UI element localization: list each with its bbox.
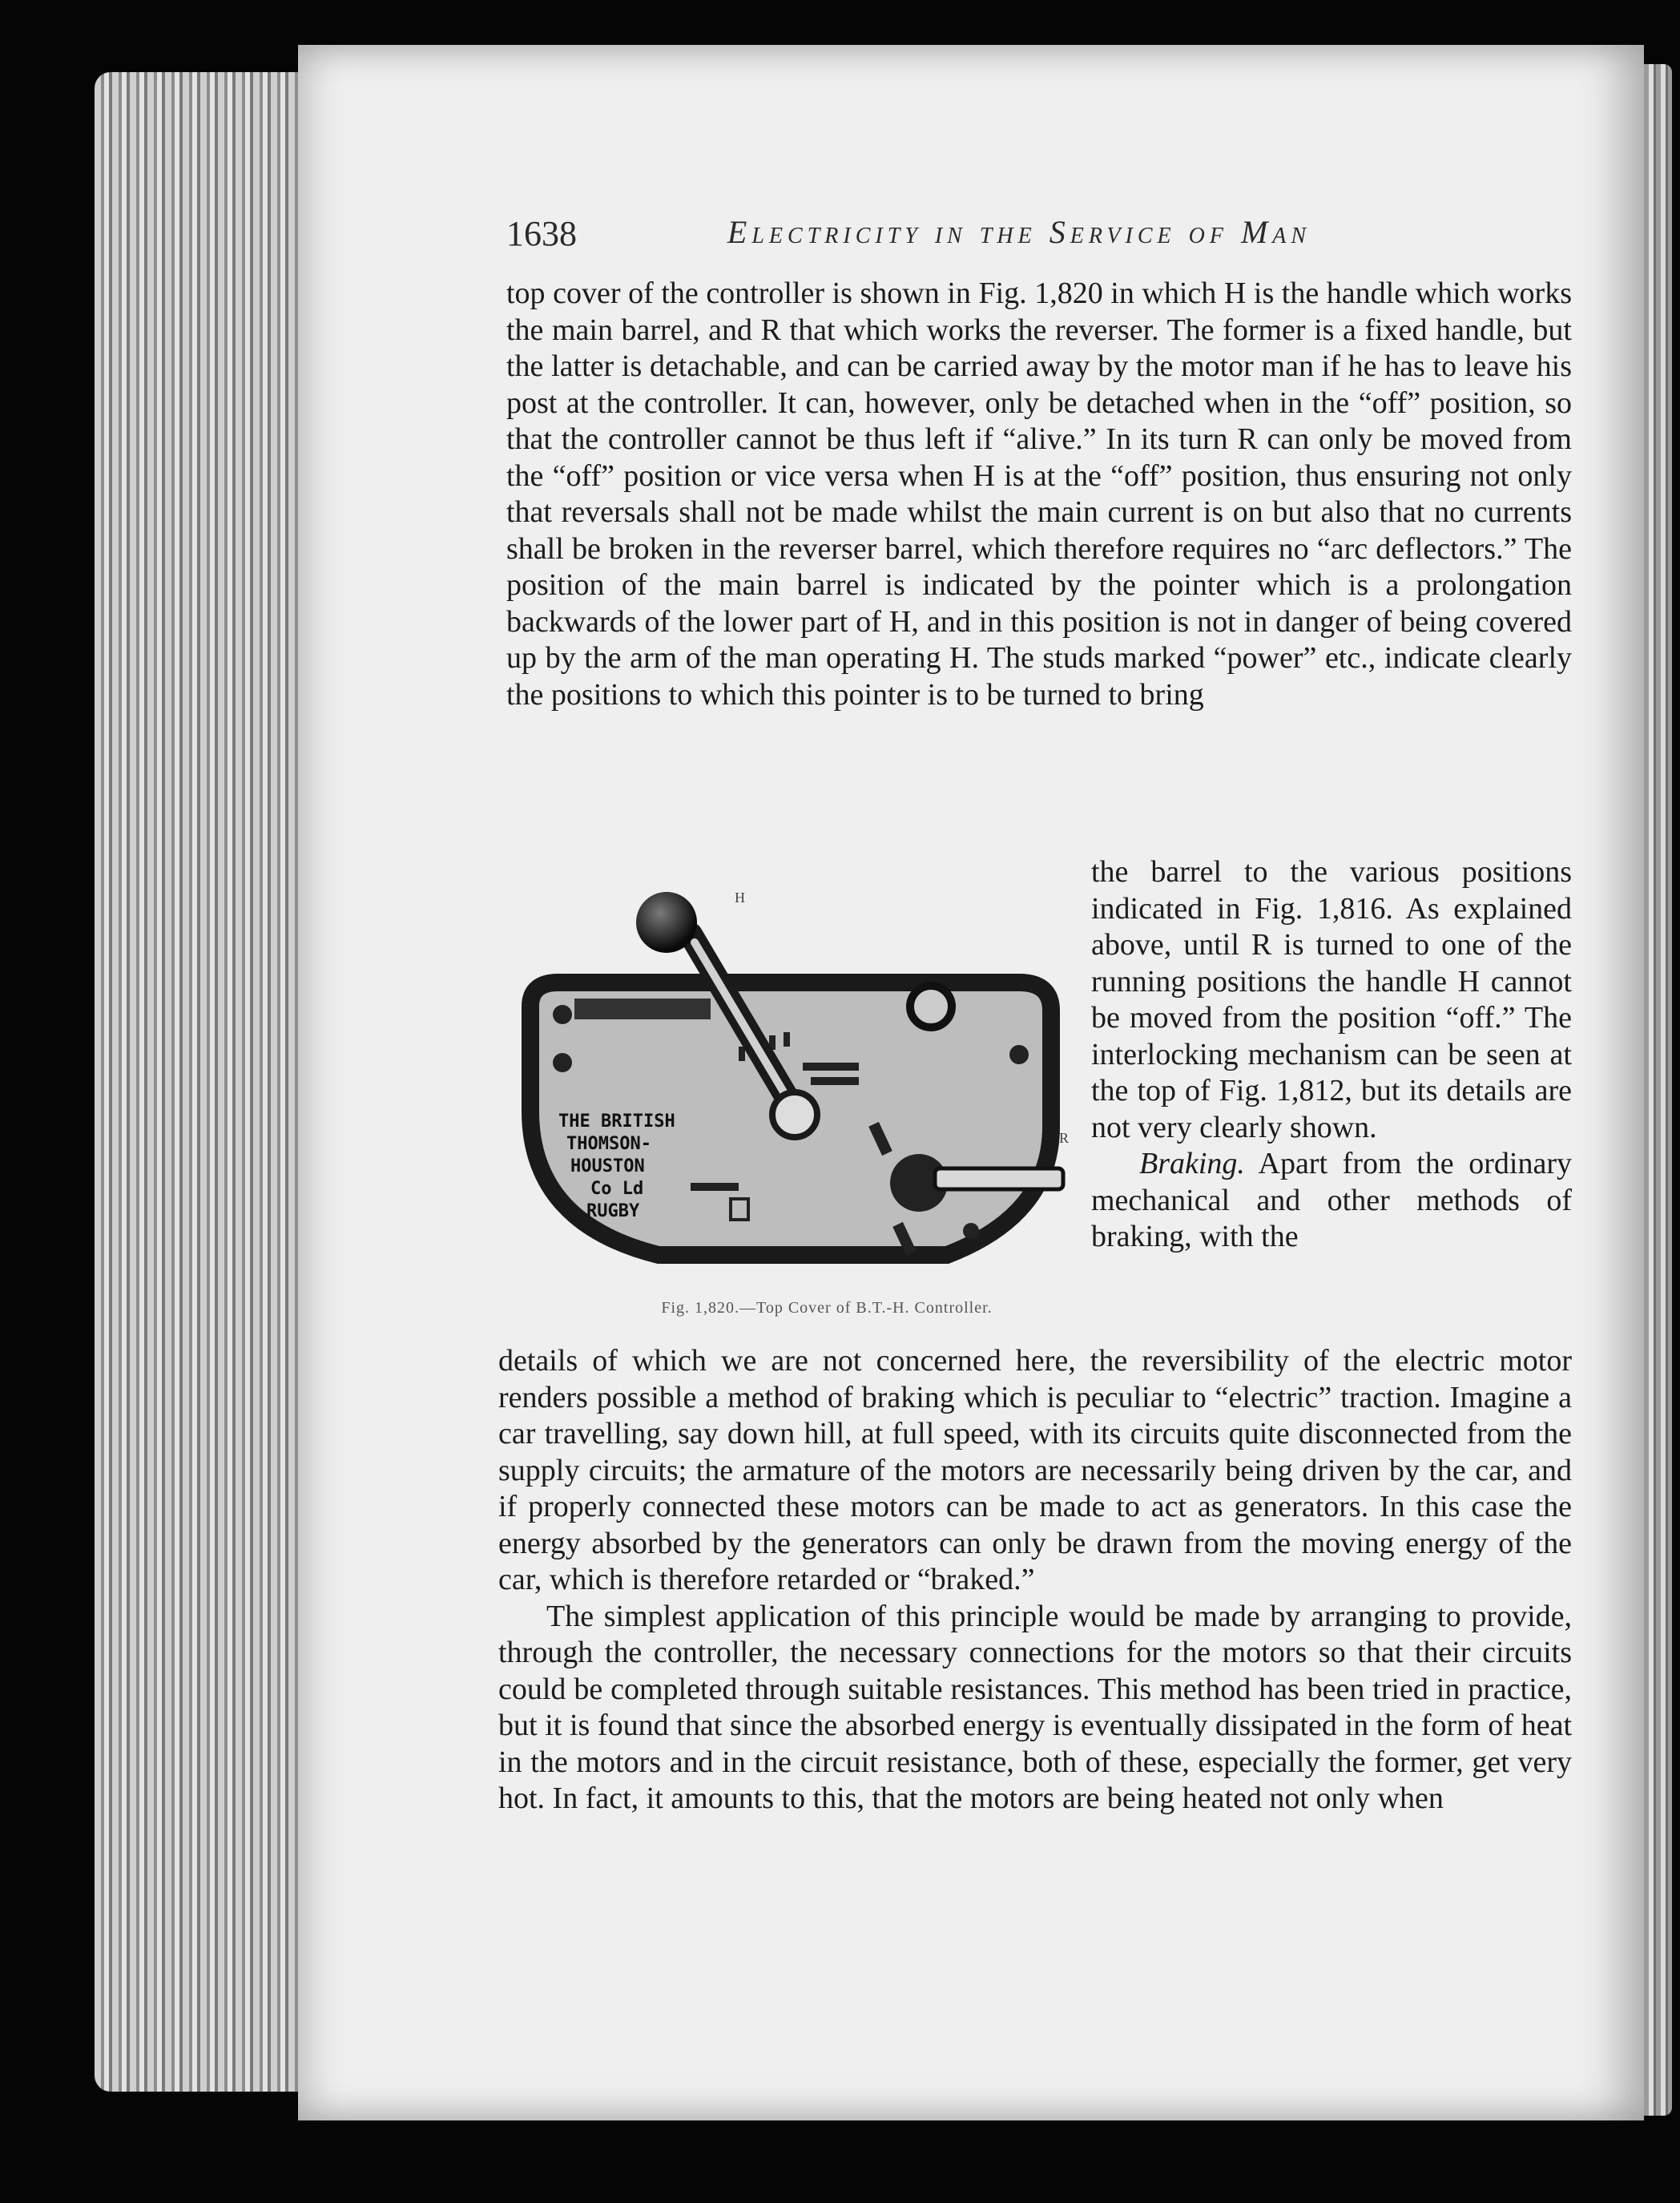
- main-handle-hub: [772, 1092, 817, 1137]
- plate-bolt-top-left: [553, 1005, 572, 1024]
- contact-bolt-lower: [963, 1223, 979, 1239]
- nameplate-line-5: RUGBY: [586, 1201, 640, 1221]
- figure-caption: Fig. 1,820.—Top Cover of B.T.-H. Controller.: [661, 1299, 993, 1317]
- plate-bolt-mid-left: [553, 1053, 572, 1072]
- braking-heading: Braking.: [1139, 1147, 1245, 1180]
- label-h: H: [735, 890, 745, 906]
- controller-figure: [498, 870, 1075, 1327]
- braking-side-paragraph: [1091, 1146, 1572, 1256]
- nameplate-line-1: THE BRITISH: [558, 1112, 675, 1132]
- plate-bolt-right: [1009, 1045, 1029, 1064]
- braking-side-text: Apart from the ordinary mechanical and other methods of braking, with the: [1091, 1147, 1572, 1253]
- nameplate-line-2: THOMSON-: [566, 1134, 651, 1154]
- page-header: [498, 213, 1540, 261]
- side-paragraph: the barrel to the various positions indicated in Fig. 1,816. As explained above, until R is turned to one of the running positions the handle H cannot be moved from the position “off.” The interlocking mechanism can be seen at the top of Fig. 1,812, but its details are not very clearly shown.: [1091, 855, 1572, 1144]
- running-title: Electricity in the Service of Man: [727, 214, 1311, 250]
- page-number: 1638: [506, 214, 577, 253]
- reverser-handle: [935, 1168, 1063, 1189]
- plate-top-label: [574, 999, 711, 1019]
- reverser-stud-top: [910, 986, 952, 1027]
- book-page-edges: [95, 72, 303, 2092]
- nameplate-line-4: Co Ld: [590, 1179, 644, 1199]
- nameplate-line-3: HOUSTON: [570, 1156, 645, 1176]
- last-paragraph: The simplest application of this principle would be made by arranging to provide, through the controller, the necessary connections for the motors so that their circuits could be completed through suitable resistances. This method has been tried in practice, but it is found that since the absorbed energy is eventually dissipated in the form of heat in the motors and in the circuit resistance, both of these, especially the former, get very hot. In fact, it amounts to this, that the motors are being heated not only when: [498, 1599, 1572, 1815]
- top-paragraph-block: [506, 276, 1572, 713]
- top-paragraph: top cover of the controller is shown in Fig. 1,820 in which H is the handle which works the main barrel, and R that which works the reverser. The former is a fixed handle, but the latter is detachable, and can be carried away by the motor man if he has to leave his post at the controller. It can, however, only be detached when in the “off” position, so that the controller cannot be thus left if “alive.” In its turn R can only be moved from the “off” position or vice versa when H is at the “off” position, thus ensuring not only that reversals shall not be made whilst the main current is on but also that no currents shall be broken in the reverser barrel, which therefore requires no “arc deflectors.” The position of the main barrel is indicated by the pointer which is a prolongation backwards of the lower part of H, and in this position is not in danger of being covered up by the arm of the man operating H. The studs marked “power” etc., indicate clearly the positions to which this pointer is to be turned to bring: [506, 276, 1572, 712]
- main-handle-knob: [636, 892, 697, 953]
- book-page: [298, 45, 1644, 2120]
- side-paragraph-block: [1091, 854, 1572, 1256]
- bottom-paragraph-block: [498, 1343, 1572, 1818]
- label-r: R: [1059, 1130, 1070, 1146]
- braking-paragraph: details of which we are not concerned here, the reversibility of the electric motor renders possible a method of braking which is peculiar to “electric” traction. Imagine a car travelling, say down hill, at full speed, with its circuits quite disconnected from the supply circuits; the armature of the motors are necessarily being driven by the car, and if properly connected these motors can be made to act as generators. In this case the energy absorbed by the generators can only be drawn from the moving energy of the car, which is therefore retarded or “braked.”: [498, 1344, 1572, 1596]
